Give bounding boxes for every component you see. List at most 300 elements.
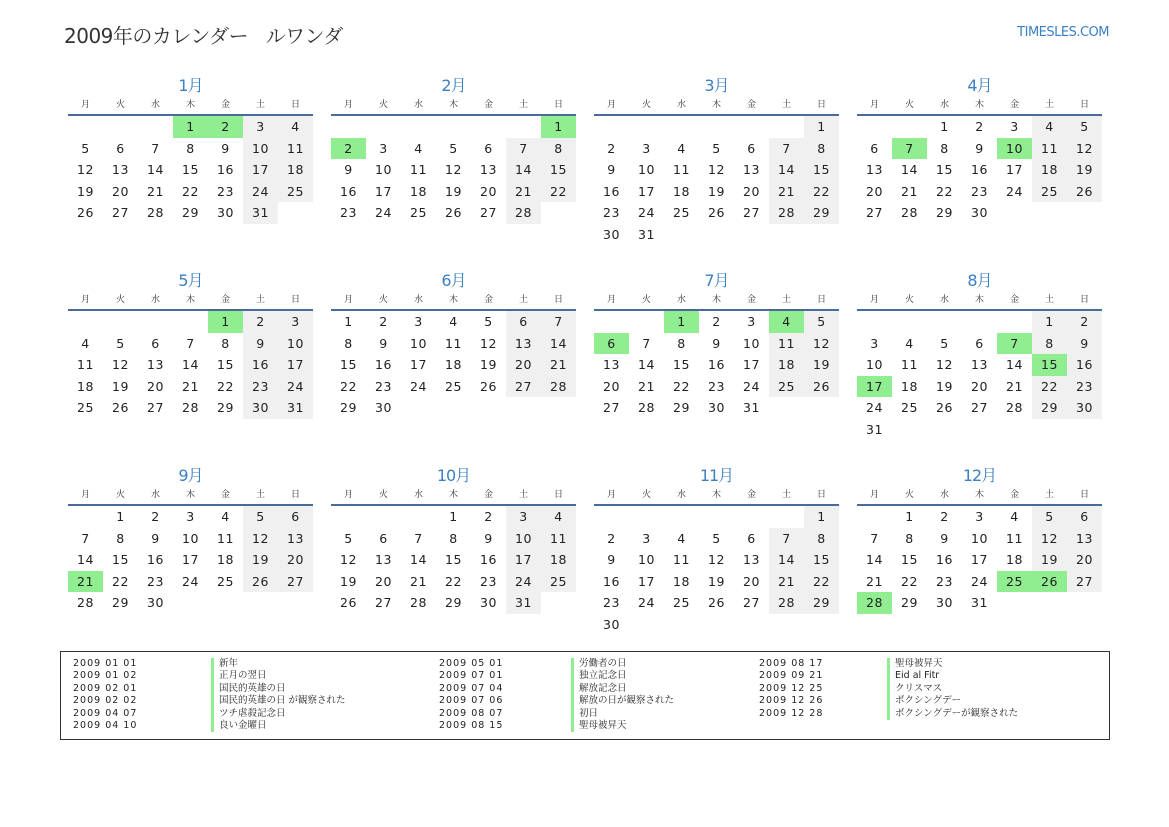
holiday-item (73, 720, 346, 732)
empty-cell (734, 506, 769, 528)
day-cell: 16 (375, 357, 392, 372)
day-cell: 15 (901, 552, 918, 567)
day-cell: 10 (866, 357, 883, 372)
holiday-day-cell: 7 (997, 333, 1032, 355)
day-cell: 20 (1067, 549, 1102, 571)
holiday-name: 正月の翌日 (211, 670, 267, 682)
weekday-label: 土 (781, 295, 791, 305)
day-cell: 9 (243, 333, 278, 355)
day-grid (68, 506, 313, 614)
day-cell: 3 (747, 314, 756, 329)
day-cell: 5 (116, 335, 125, 351)
day-cell: 20 (743, 573, 760, 589)
day-cell: 14 (410, 552, 427, 567)
day-cell: 16 (708, 357, 725, 372)
day-cell: 4 (541, 506, 576, 528)
holiday-day-cell: 15 (1032, 354, 1067, 376)
day-cell: 30 (603, 226, 620, 242)
empty-cell (892, 116, 927, 138)
day-cell: 6 (1067, 506, 1102, 528)
weekday-label: 日 (1079, 100, 1089, 110)
weekday-label: 木 (974, 490, 984, 500)
day-cell: 25 (541, 571, 576, 593)
day-cell: 19 (243, 549, 278, 571)
day-cell: 28 (506, 202, 541, 224)
day-cell: 14 (1006, 357, 1023, 372)
day-cell: 28 (769, 592, 804, 614)
day-cell: 11 (1006, 530, 1023, 546)
day-cell: 26 (480, 378, 497, 394)
day-cell: 23 (480, 573, 497, 589)
day-cell: 30 (936, 595, 953, 610)
empty-cell (892, 311, 927, 333)
day-cell: 17 (971, 552, 988, 567)
holiday-item (439, 658, 674, 670)
weekday-label: 土 (518, 490, 528, 500)
day-cell: 4 (905, 335, 914, 351)
day-cell: 7 (81, 530, 90, 546)
day-cell: 15 (541, 159, 576, 181)
weekday-label: 日 (1079, 490, 1089, 500)
weekday-label: 火 (641, 490, 651, 500)
weekday-label: 火 (378, 490, 388, 500)
weekday-label: 水 (676, 490, 686, 500)
day-cell: 15 (112, 552, 129, 567)
weekday-label: 火 (904, 490, 914, 500)
day-cell: 25 (769, 376, 804, 398)
month-name: 12月 (962, 466, 997, 485)
day-cell: 13 (375, 552, 392, 567)
day-cell: 29 (182, 205, 199, 220)
day-cell: 20 (743, 183, 760, 199)
day-cell: 4 (278, 116, 313, 138)
day-cell: 17 (375, 183, 392, 199)
empty-cell (769, 116, 804, 138)
day-cell: 6 (484, 140, 493, 156)
day-cell: 10 (375, 162, 392, 177)
weekday-label: 木 (448, 100, 458, 110)
day-cell: 11 (217, 530, 234, 546)
holiday-item (439, 683, 674, 695)
weekday-label: 火 (115, 100, 125, 110)
day-cell: 30 (708, 400, 725, 415)
holiday-item (73, 658, 346, 670)
holiday-day-cell: 1 (173, 116, 208, 138)
weekday-label: 土 (781, 100, 791, 110)
weekday-label: 月 (343, 295, 353, 305)
day-cell: 8 (940, 140, 949, 156)
weekday-label: 水 (676, 100, 686, 110)
month-calendar (331, 74, 576, 269)
weekday-label: 土 (518, 295, 528, 305)
day-cell: 28 (182, 400, 199, 415)
day-cell: 28 (638, 400, 655, 415)
day-cell: 6 (975, 335, 984, 351)
empty-cell (629, 116, 664, 138)
empty-cell (664, 506, 699, 528)
day-cell: 25 (445, 378, 462, 394)
day-cell: 5 (81, 140, 90, 156)
day-cell: 6 (506, 311, 541, 333)
day-cell: 10 (638, 552, 655, 567)
weekday-label: 土 (1044, 295, 1054, 305)
day-cell: 26 (340, 595, 357, 610)
day-cell: 3 (243, 116, 278, 138)
day-cell: 5 (940, 335, 949, 351)
month-name: 3月 (704, 76, 729, 95)
day-cell: 23 (971, 183, 988, 199)
day-cell: 15 (340, 357, 357, 372)
day-cell: 6 (870, 140, 879, 156)
weekday-header (331, 98, 576, 116)
day-cell: 3 (506, 506, 541, 528)
day-cell: 9 (607, 162, 616, 177)
holiday-day-cell: 26 (1032, 571, 1067, 593)
day-cell: 20 (603, 378, 620, 394)
day-cell: 26 (936, 400, 953, 415)
day-cell: 12 (1032, 528, 1067, 550)
holiday-day-cell: 25 (997, 571, 1032, 593)
weekday-label: 火 (904, 295, 914, 305)
day-cell: 6 (151, 335, 160, 351)
day-cell: 15 (182, 162, 199, 177)
weekday-label: 日 (553, 100, 563, 110)
weekday-label: 水 (150, 490, 160, 500)
day-cell: 23 (217, 183, 234, 199)
holiday-date: 2009 08 07 (439, 707, 504, 719)
day-cell: 18 (445, 357, 462, 372)
weekday-header (331, 488, 576, 506)
empty-cell (138, 116, 173, 138)
day-cell: 9 (379, 335, 388, 351)
weekday-label: 木 (711, 490, 721, 500)
empty-cell (401, 506, 436, 528)
day-cell: 11 (673, 552, 690, 567)
weekday-label: 火 (115, 295, 125, 305)
day-cell: 24 (375, 205, 392, 220)
day-cell: 7 (506, 138, 541, 160)
weekday-label: 金 (483, 100, 493, 110)
day-cell: 4 (221, 509, 230, 524)
weekday-label: 木 (711, 100, 721, 110)
empty-cell (857, 116, 892, 138)
day-cell: 8 (905, 530, 914, 546)
weekday-label: 木 (185, 490, 195, 500)
day-cell: 30 (147, 595, 164, 610)
empty-cell (594, 506, 629, 528)
holiday-name: 国民的英雄の日 が観察された (211, 695, 346, 707)
day-cell: 9 (484, 530, 493, 546)
holiday-name: 新年 (211, 658, 238, 670)
empty-cell (68, 506, 103, 528)
month-calendar (331, 269, 576, 464)
day-cell: 20 (480, 183, 497, 199)
day-cell: 12 (243, 528, 278, 550)
day-cell: 17 (638, 183, 655, 199)
empty-cell (997, 311, 1032, 333)
day-cell: 4 (81, 335, 90, 351)
holiday-date: 2009 12 26 (759, 695, 824, 707)
day-grid (331, 506, 576, 614)
day-cell: 11 (769, 333, 804, 355)
day-cell: 24 (638, 595, 655, 610)
day-cell: 21 (506, 181, 541, 203)
day-cell: 31 (506, 592, 541, 614)
weekday-label: 月 (80, 295, 90, 305)
holiday-day-cell: 17 (857, 376, 892, 398)
weekday-label: 木 (974, 295, 984, 305)
month-calendar (857, 269, 1102, 464)
day-cell: 23 (147, 573, 164, 589)
day-cell: 5 (449, 140, 458, 156)
day-cell: 14 (506, 159, 541, 181)
month-name: 8月 (967, 271, 992, 290)
weekday-label: 火 (641, 295, 651, 305)
empty-cell (629, 311, 664, 333)
day-cell: 17 (1006, 162, 1023, 177)
holiday-item (439, 720, 674, 732)
weekday-label: 火 (904, 100, 914, 110)
month-calendar (68, 74, 313, 269)
day-cell: 3 (642, 530, 651, 546)
month-name: 4月 (967, 76, 992, 95)
weekday-label: 日 (816, 295, 826, 305)
empty-cell (471, 116, 506, 138)
month-name: 6月 (441, 271, 466, 290)
day-cell: 18 (1006, 552, 1023, 567)
day-cell: 1 (804, 116, 839, 138)
day-cell: 9 (975, 140, 984, 156)
day-cell: 30 (603, 616, 620, 632)
holiday-item (759, 658, 1018, 670)
day-cell: 22 (217, 378, 234, 394)
day-cell: 19 (708, 573, 725, 589)
empty-cell (962, 311, 997, 333)
day-cell: 14 (638, 357, 655, 372)
day-cell: 24 (638, 205, 655, 220)
day-cell: 23 (243, 376, 278, 398)
holiday-date: 2009 07 01 (439, 670, 504, 682)
empty-cell (401, 116, 436, 138)
day-cell: 24 (243, 181, 278, 203)
day-cell: 12 (77, 162, 94, 177)
day-cell: 29 (112, 595, 129, 610)
holiday-item (73, 683, 346, 695)
day-cell: 10 (638, 162, 655, 177)
day-cell: 16 (217, 162, 234, 177)
day-cell: 22 (901, 573, 918, 589)
holiday-date: 2009 07 06 (439, 695, 504, 707)
day-cell: 22 (936, 183, 953, 199)
weekday-label: 月 (343, 490, 353, 500)
day-cell: 10 (182, 530, 199, 546)
day-cell: 20 (278, 549, 313, 571)
weekday-header (68, 293, 313, 311)
weekday-label: 木 (185, 100, 195, 110)
holiday-item (439, 670, 674, 682)
day-cell: 25 (217, 573, 234, 589)
weekday-header (594, 98, 839, 116)
day-cell: 22 (804, 181, 839, 203)
day-cell: 18 (541, 549, 576, 571)
day-cell: 30 (480, 595, 497, 610)
holiday-day-cell: 21 (68, 571, 103, 593)
day-cell: 31 (866, 421, 883, 437)
day-cell: 8 (221, 335, 230, 351)
empty-cell (331, 506, 366, 528)
holiday-item (73, 695, 346, 707)
weekday-label: 金 (220, 490, 230, 500)
day-cell: 27 (278, 571, 313, 593)
weekday-label: 水 (413, 100, 423, 110)
day-cell: 12 (1067, 138, 1102, 160)
weekday-label: 土 (518, 100, 528, 110)
day-cell: 21 (182, 378, 199, 394)
day-cell: 14 (541, 333, 576, 355)
holiday-date: 2009 12 28 (759, 707, 824, 719)
day-cell: 22 (182, 183, 199, 199)
weekday-label: 日 (1079, 295, 1089, 305)
day-cell: 24 (506, 571, 541, 593)
day-cell: 27 (480, 205, 497, 220)
day-grid (68, 116, 313, 224)
day-cell: 24 (278, 376, 313, 398)
day-cell: 21 (541, 354, 576, 376)
day-cell: 11 (445, 335, 462, 351)
weekday-label: 水 (413, 490, 423, 500)
day-cell: 4 (1010, 509, 1019, 524)
day-cell: 12 (936, 357, 953, 372)
day-grid (594, 116, 839, 245)
day-cell: 18 (1032, 159, 1067, 181)
day-cell: 8 (677, 335, 686, 351)
day-cell: 14 (769, 159, 804, 181)
holiday-date: 2009 01 02 (73, 670, 138, 682)
empty-cell (629, 506, 664, 528)
day-cell: 29 (673, 400, 690, 415)
day-cell: 25 (77, 400, 94, 415)
day-cell: 28 (77, 595, 94, 610)
day-cell: 7 (769, 138, 804, 160)
month-calendar (594, 74, 839, 269)
day-cell: 13 (743, 552, 760, 567)
day-cell: 26 (243, 571, 278, 593)
day-cell: 16 (603, 183, 620, 199)
day-cell: 14 (182, 357, 199, 372)
day-cell: 7 (151, 140, 160, 156)
day-cell: 10 (971, 530, 988, 546)
month-name: 1月 (178, 76, 203, 95)
day-cell: 5 (1032, 506, 1067, 528)
day-cell: 1 (905, 509, 914, 524)
day-cell: 31 (278, 397, 313, 419)
day-cell: 28 (1006, 400, 1023, 415)
day-cell: 23 (375, 378, 392, 394)
day-cell: 11 (541, 528, 576, 550)
day-cell: 26 (804, 376, 839, 398)
holiday-column (439, 658, 674, 732)
holiday-name: 解放の日が観察された (571, 695, 674, 707)
day-cell: 26 (445, 205, 462, 220)
weekday-header (594, 488, 839, 506)
weekday-label: 金 (746, 295, 756, 305)
day-cell: 7 (870, 530, 879, 546)
day-cell: 13 (278, 528, 313, 550)
weekday-label: 土 (1044, 490, 1054, 500)
holiday-name: 解放記念日 (571, 683, 627, 695)
weekday-label: 水 (939, 490, 949, 500)
holiday-date: 2009 04 10 (73, 719, 138, 731)
empty-cell (68, 116, 103, 138)
empty-cell (331, 116, 366, 138)
day-cell: 16 (1067, 354, 1102, 376)
empty-cell (506, 116, 541, 138)
day-cell: 14 (769, 549, 804, 571)
day-cell: 5 (712, 140, 721, 156)
weekday-label: 水 (939, 100, 949, 110)
day-cell: 12 (804, 333, 839, 355)
weekday-label: 月 (606, 295, 616, 305)
holiday-name: 聖母被昇天 (887, 658, 943, 670)
day-cell: 17 (638, 573, 655, 589)
day-cell: 3 (414, 314, 423, 329)
day-cell: 11 (77, 357, 94, 372)
day-cell: 28 (541, 376, 576, 398)
day-cell: 21 (901, 183, 918, 199)
day-cell: 16 (340, 183, 357, 199)
day-cell: 16 (603, 573, 620, 589)
day-cell: 9 (1067, 333, 1102, 355)
day-cell: 5 (484, 314, 493, 329)
weekday-label: 月 (606, 490, 616, 500)
day-cell: 10 (506, 528, 541, 550)
month-name: 5月 (178, 271, 203, 290)
day-cell: 12 (340, 552, 357, 567)
day-cell: 4 (449, 314, 458, 329)
day-cell: 12 (708, 162, 725, 177)
weekday-label: 日 (290, 295, 300, 305)
day-cell: 2 (607, 140, 616, 156)
day-cell: 25 (673, 205, 690, 220)
day-cell: 12 (480, 335, 497, 351)
day-cell: 2 (243, 311, 278, 333)
weekday-header (68, 98, 313, 116)
day-cell: 31 (743, 400, 760, 415)
day-cell: 4 (414, 140, 423, 156)
day-cell: 21 (410, 573, 427, 589)
day-grid (331, 311, 576, 419)
empty-cell (734, 116, 769, 138)
holiday-name: クリスマス (887, 683, 942, 695)
day-cell: 13 (1067, 528, 1102, 550)
day-cell: 9 (344, 162, 353, 177)
holiday-day-cell: 1 (541, 116, 576, 138)
holiday-item (759, 708, 1018, 720)
day-cell: 2 (379, 314, 388, 329)
day-cell: 18 (673, 573, 690, 589)
day-cell: 13 (506, 333, 541, 355)
day-cell: 17 (410, 357, 427, 372)
empty-cell (769, 506, 804, 528)
empty-cell (857, 311, 892, 333)
weekday-label: 月 (343, 100, 353, 110)
weekday-label: 土 (255, 100, 265, 110)
holiday-item (759, 683, 1018, 695)
day-cell: 23 (708, 378, 725, 394)
holiday-day-cell: 1 (664, 311, 699, 333)
day-cell: 19 (112, 378, 129, 394)
weekday-label: 火 (115, 490, 125, 500)
